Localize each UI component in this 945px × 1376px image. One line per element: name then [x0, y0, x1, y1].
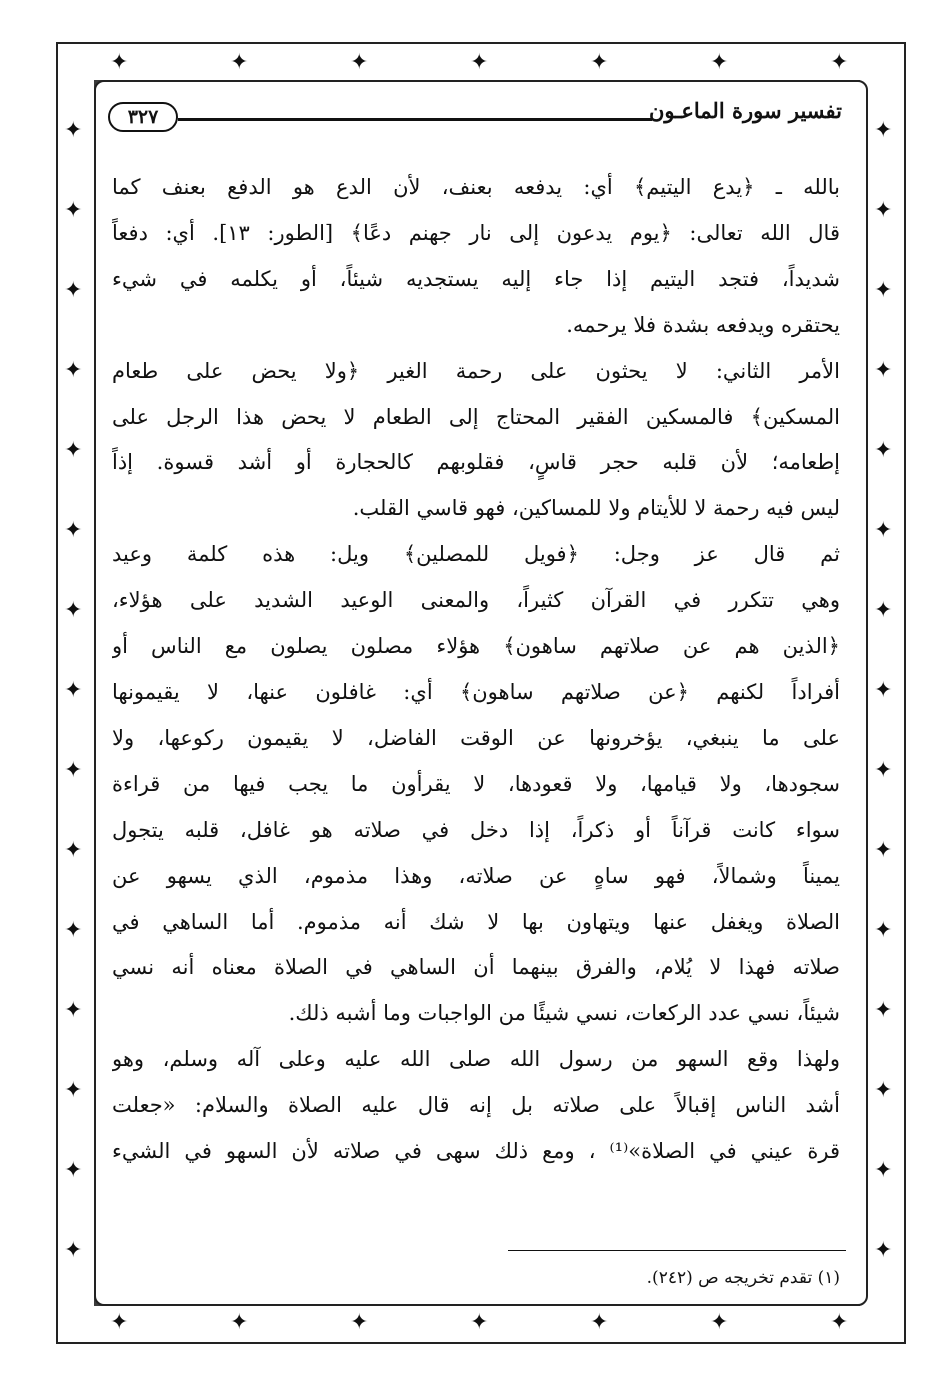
text-line: سجودها، ولا قيامها، ولا قعودها، لا يقرأون ما يجب فيها من قراءة — [112, 771, 840, 796]
text-line: الصلاة ويغفل عنها ويتهاون بها لا شك أنه مذموم. أما الساهي في — [112, 909, 840, 934]
text-line: أشد الناس إقبالاً على صلاته بل إنه قال عليه الصلاة والسلام: «جعلت — [112, 1093, 840, 1118]
text-line: ﴿الذين هم عن صلاتهم ساهون﴾ هؤلاء مصلون يصلون مع الناس أو — [112, 634, 840, 659]
star-ornament-icon: ✦ — [470, 50, 489, 75]
text-line: قال الله تعالى: ﴿يوم يدعون إلى نار جهنم دعًا﴾ [الطور: ١٣]. أي: دفعاً — [112, 220, 840, 245]
star-ornament-icon: ✦ — [874, 1078, 893, 1103]
star-ornament-icon: ✦ — [874, 758, 893, 783]
star-ornament-icon: ✦ — [874, 998, 893, 1023]
text-line: شديداً، فتجد اليتيم إذا جاء إليه يستجديه شيئاً، أو يكلمه في شيء — [112, 266, 840, 291]
star-ornament-icon: ✦ — [830, 50, 849, 75]
text-line: ليس فيه رحمة لا للأيتام ولا للمساكين، فهو قاسي القلب. — [352, 496, 840, 521]
text-line: ثم قال عز وجل: ﴿فويل للمصلين﴾ ويل: هذه كلمة وعيد — [112, 542, 840, 567]
star-ornament-icon: ✦ — [874, 118, 893, 143]
page-header — [100, 96, 862, 136]
star-ornament-icon: ✦ — [470, 1310, 489, 1335]
star-ornament-icon: ✦ — [64, 678, 83, 703]
star-ornament-icon: ✦ — [874, 1238, 893, 1263]
text-line: يميناً وشمالاً، فهو ساهٍ عن صلاته، وهذا مذموم، الذي يسهو عن — [112, 863, 840, 888]
star-ornament-icon: ✦ — [874, 1158, 893, 1183]
star-ornament-icon: ✦ — [64, 1078, 83, 1103]
star-ornament-icon: ✦ — [710, 50, 729, 75]
star-ornament-icon: ✦ — [874, 838, 893, 863]
text-line: أفراداً لكنهم ﴿عن صلاتهم ساهون﴾ أي: غافلون عنها، لا يقيمونها — [112, 679, 840, 704]
star-ornament-icon: ✦ — [350, 1310, 369, 1335]
star-ornament-icon: ✦ — [64, 118, 83, 143]
text-line: بالله ـ ﴿يدع اليتيم﴾ أي: يدفعه بعنف، لأن الدع هو الدفع بعنف كما — [112, 175, 840, 199]
star-ornament-icon: ✦ — [64, 518, 83, 543]
star-ornament-icon: ✦ — [110, 1310, 129, 1335]
star-ornament-icon: ✦ — [64, 598, 83, 623]
body-text — [112, 165, 840, 1175]
star-ornament-icon: ✦ — [64, 998, 83, 1023]
star-ornament-icon: ✦ — [350, 50, 369, 75]
star-ornament-icon: ✦ — [230, 50, 249, 75]
text-line: ولهذا وقع السهو من رسول الله صلى الله عليه وعلى آله وسلم، وهو — [112, 1047, 840, 1072]
star-ornament-icon: ✦ — [64, 838, 83, 863]
star-ornament-icon: ✦ — [874, 518, 893, 543]
star-ornament-icon: ✦ — [64, 918, 83, 943]
star-ornament-icon: ✦ — [64, 1238, 83, 1263]
text-line: شيئاً، نسي عدد الركعات، نسي شيئًا من الواجبات وما أشبه ذلك. — [288, 1001, 840, 1026]
star-ornament-icon: ✦ — [230, 1310, 249, 1335]
star-ornament-icon: ✦ — [874, 198, 893, 223]
text-line: صلاته فهذا لا يُلام، والفرق بينهما أن الساهي في الصلاة معناه أنه نسي — [112, 955, 840, 980]
page-title: تفسير سورة الماعـون — [648, 98, 842, 123]
star-ornament-icon: ✦ — [710, 1310, 729, 1335]
footnote-rule — [508, 1250, 846, 1251]
star-ornament-icon: ✦ — [64, 758, 83, 783]
star-ornament-icon: ✦ — [64, 278, 83, 303]
text-line: قرة عيني في الصلاة»⁽¹⁾ ، ومع ذلك سهى في صلاته لأن السهو في الشيء — [112, 1139, 840, 1164]
star-ornament-icon: ✦ — [590, 1310, 609, 1335]
text-line: يحتقره ويدفعه بشدة فلا يرحمه. — [566, 312, 840, 337]
star-ornament-icon: ✦ — [64, 438, 83, 463]
star-ornament-icon: ✦ — [830, 1310, 849, 1335]
star-ornament-icon: ✦ — [590, 50, 609, 75]
star-ornament-icon: ✦ — [874, 278, 893, 303]
star-ornament-icon: ✦ — [64, 198, 83, 223]
text-line: الأمر الثاني: لا يحثون على رحمة الغير ﴿ولا يحض على طعام — [112, 358, 840, 383]
footnote: (١) تقدم تخريجه ص (٢٤٢). — [646, 1268, 840, 1288]
star-ornament-icon: ✦ — [64, 1158, 83, 1183]
star-ornament-icon: ✦ — [874, 358, 893, 383]
page-number: ٣٢٧ — [108, 102, 178, 132]
header-rule — [178, 118, 652, 121]
text-line: على ما ينبغي، يؤخرونها عن الوقت الفاضل، لا يقيمون ركوعها، ولا — [112, 725, 840, 750]
star-ornament-icon: ✦ — [874, 918, 893, 943]
star-ornament-icon: ✦ — [64, 358, 83, 383]
star-ornament-icon: ✦ — [874, 598, 893, 623]
text-line: وهي تتكرر في القرآن كثيراً، والمعنى الوعيد الشديد على هؤلاء، — [112, 588, 840, 613]
star-ornament-icon: ✦ — [874, 678, 893, 703]
text-line: سواء كانت قرآناً أو ذكراً، إذا دخل في صلاته هو غافل، قلبه يتجول — [112, 817, 840, 842]
text-line: المسكين﴾ فالمسكين الفقير المحتاج إلى الطعام لا يحض هذا الرجل على — [112, 404, 840, 429]
star-ornament-icon: ✦ — [874, 438, 893, 463]
star-ornament-icon: ✦ — [110, 50, 129, 75]
text-line: إطعامه؛ لأن قلبه حجر قاسٍ، فقلوبهم كالحجارة أو أشد قسوة. إذاً — [112, 450, 840, 475]
